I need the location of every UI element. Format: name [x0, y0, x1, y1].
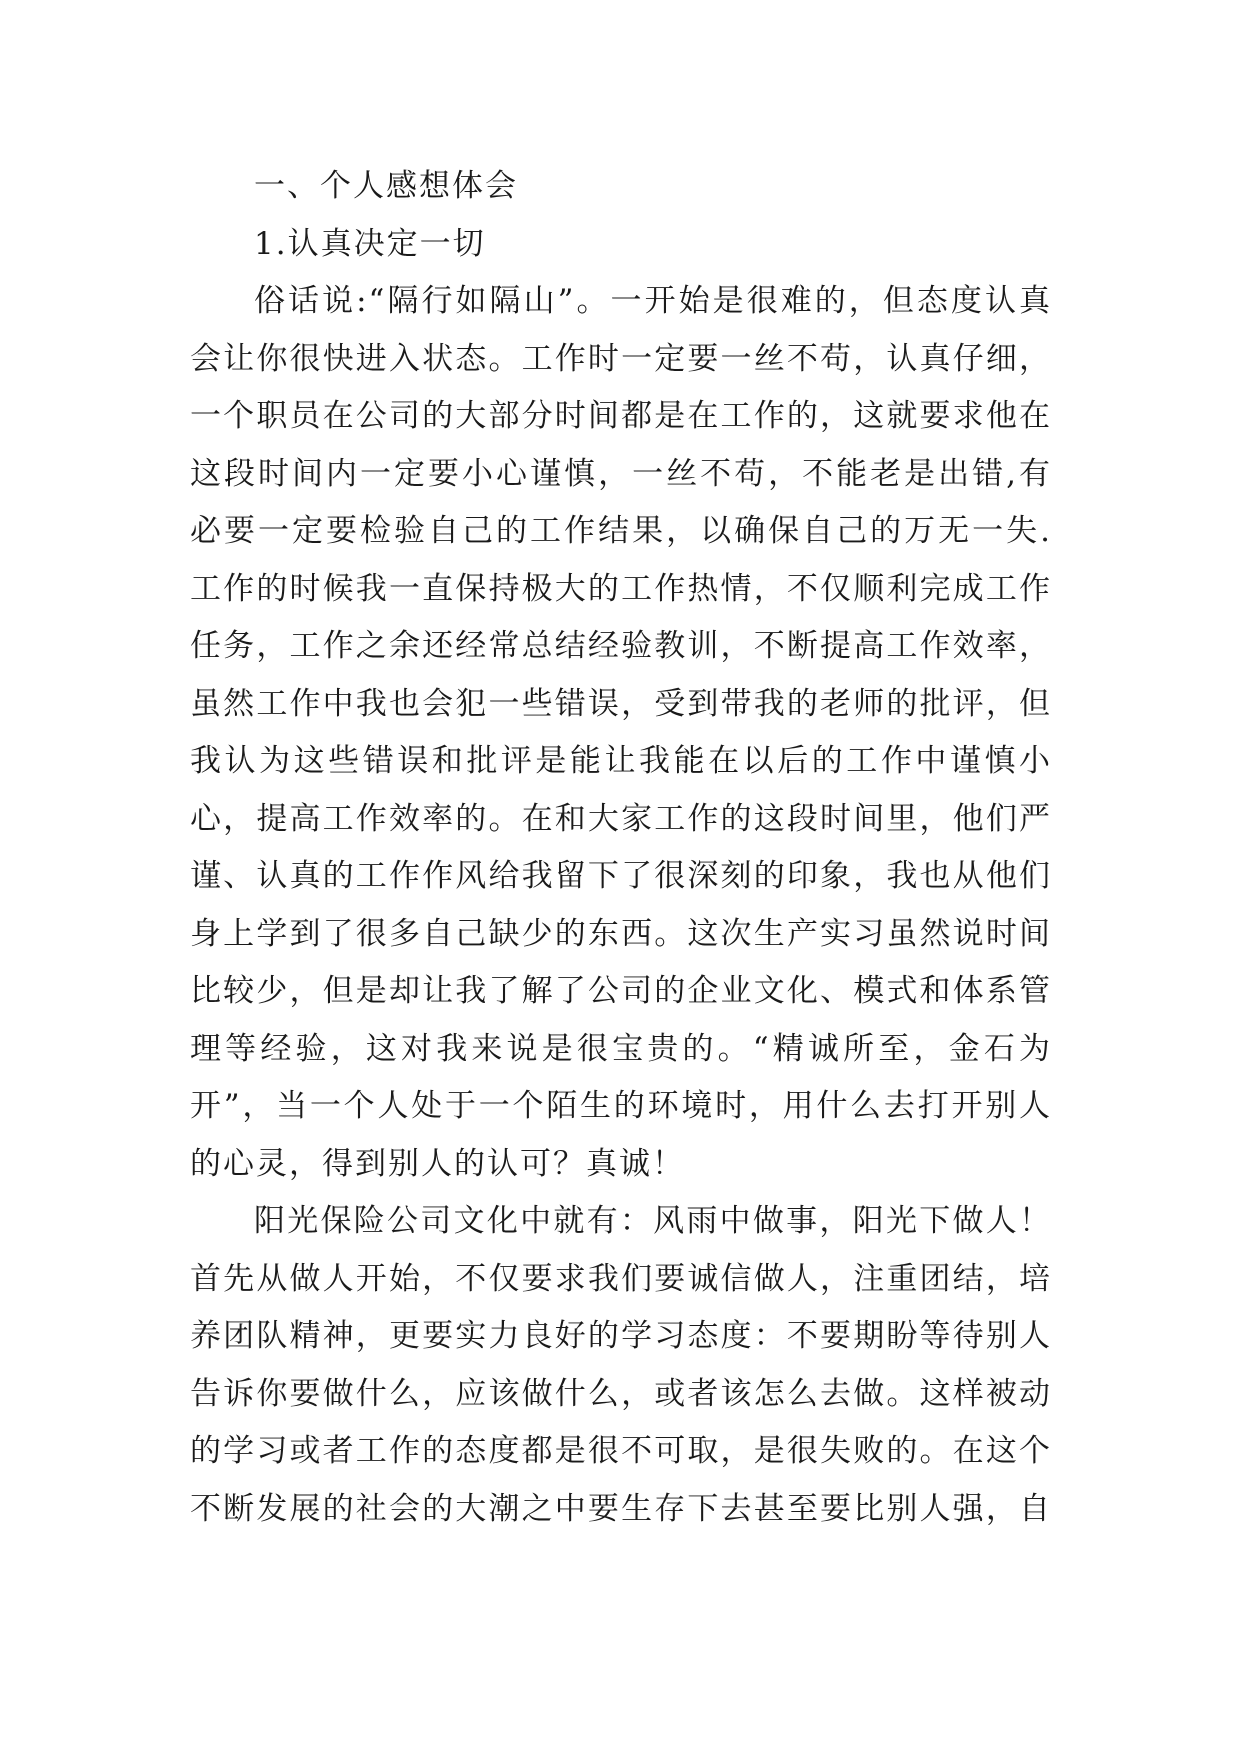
paragraph-line: 一个职员在公司的大部分时间都是在工作的，这就要求他在 — [190, 398, 1052, 434]
paragraph-line: 俗话说:“隔行如隔山”。一开始是很难的，但态度认真 — [254, 283, 1052, 319]
paragraph-line: 虽然工作中我也会犯一些错误，受到带我的老师的批评，但 — [190, 685, 1052, 722]
paragraph-line: 的学习或者工作的态度都是很不可取，是很失败的。在这个 — [190, 1433, 1052, 1469]
paragraph-line: 工作的时候我一直保持极大的工作热情，不仅顺利完成工作 — [190, 570, 1052, 607]
paragraph-line: 阳光保险公司文化中就有：风雨中做事，阳光下做人！ — [254, 1203, 1052, 1239]
document-body — [190, 158, 1052, 1538]
paragraph-line: 我认为这些错误和批评是能让我能在以后的工作中谨慎小 — [190, 743, 1052, 779]
paragraph-1 — [190, 273, 1052, 1193]
paragraph-line: 的心灵，得到别人的认可？真诚！ — [190, 1145, 685, 1182]
paragraph-line: 养团队精神，更要实力良好的学习态度：不要期盼等待别人 — [190, 1318, 1052, 1354]
paragraph-line: 比较少，但是却让我了解了公司的企业文化、模式和体系管 — [190, 973, 1052, 1009]
paragraph-line: 任务，工作之余还经常总结经验教训，不断提高工作效率， — [190, 628, 1052, 664]
paragraph-line: 会让你很快进入状态。工作时一定要一丝不苟，认真仔细， — [190, 340, 1052, 377]
paragraph-line: 开”，当一个人处于一个陌生的环境时，用什么去打开别人 — [190, 1088, 1052, 1124]
paragraph-line: 首先从做人开始，不仅要求我们要诚信做人，注重团结，培 — [190, 1260, 1052, 1297]
paragraph-line: 谨、认真的工作作风给我留下了很深刻的印象，我也从他们 — [190, 858, 1052, 894]
paragraph-line: 理等经验，这对我来说是很宝贵的。“精诚所至，金石为 — [190, 1030, 1052, 1067]
paragraph-2 — [190, 1193, 1052, 1538]
paragraph-line: 心，提高工作效率的。在和大家工作的这段时间里，他们严 — [190, 800, 1052, 837]
paragraph-line: 告诉你要做什么，应该做什么，或者该怎么去做。这样被动 — [190, 1375, 1052, 1412]
subsection-heading: 1.认真决定一切 — [254, 225, 486, 262]
paragraph-line: 这段时间内一定要小心谨慎，一丝不苟，不能老是出错,有 — [190, 455, 1052, 492]
paragraph-line: 不断发展的社会的大潮之中要生存下去甚至要比别人强，自 — [190, 1490, 1052, 1527]
paragraph-line: 必要一定要检验自己的工作结果，以确保自己的万无一失. — [190, 513, 1052, 549]
section-heading: 一、个人感想体会 — [254, 168, 518, 204]
paragraph-line: 身上学到了很多自己缺少的东西。这次生产实习虽然说时间 — [190, 915, 1052, 952]
